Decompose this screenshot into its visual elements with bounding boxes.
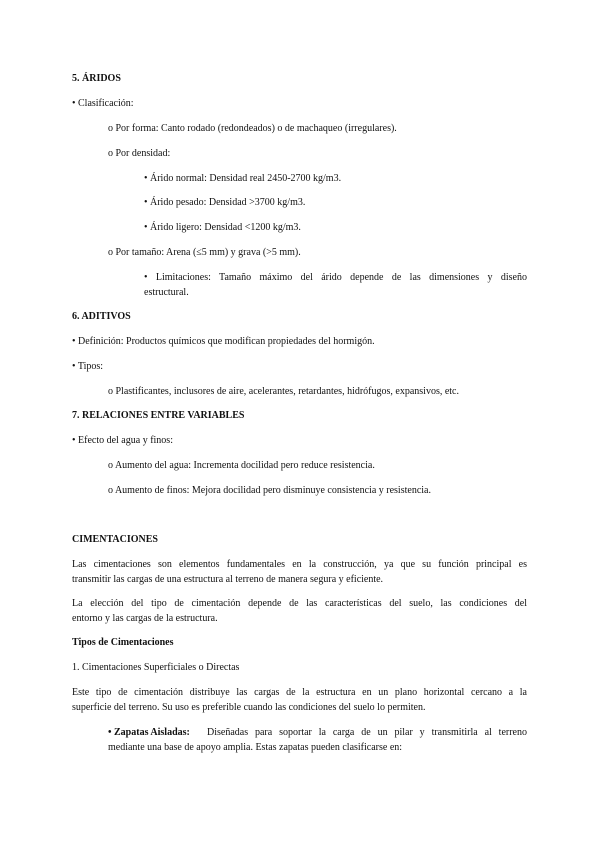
paragraph-3-line-1: Este tipo de cimentación distribuye las cargas de la estructura en un plano horizontal cercano a la <box>72 687 527 698</box>
zapatas-label: • Zapatas Aisladas: <box>108 727 190 738</box>
sub-item-aumento-finos: o Aumento de finos: Mejora docilidad pero disminuye consistencia y resistencia. <box>108 485 431 496</box>
section-heading-aridos: 5. ÁRIDOS <box>72 73 121 84</box>
subheading-tipos-cimentaciones: Tipos de Cimentaciones <box>72 637 174 648</box>
paragraph-1-line-2: transmitir las cargas de una estructura al terreno de manera segura y eficiente. <box>72 574 384 585</box>
section-heading-relaciones: 7. RELACIONES ENTRE VARIABLES <box>72 410 245 421</box>
densidad-item-normal: • Árido normal: Densidad real 2450-2700 kg/m3. <box>144 173 342 184</box>
bullet-clasificacion: • Clasificación: <box>72 98 134 109</box>
zapatas-text-line-1: Diseñadas para soportar la carga de un pilar y transmitirla al terreno <box>207 727 527 738</box>
densidad-item-ligero: • Árido ligero: Densidad <1200 kg/m3. <box>144 222 301 233</box>
item-cimentaciones-superficiales: 1. Cimentaciones Superficiales o Directas <box>72 662 240 673</box>
paragraph-2-line-1: La elección del tipo de cimentación depende de las características del suelo, las condiciones del <box>72 598 527 609</box>
paragraph-3-line-2: superficie del terreno. Su uso es preferible cuando las condiciones del suelo lo permiten. <box>72 702 426 713</box>
sub-item-por-tamano: o Por tamaño: Arena (≤5 mm) y grava (>5 mm). <box>108 247 301 258</box>
zapatas-line-1 <box>108 726 527 739</box>
sub-item-por-forma: o Por forma: Canto rodado (redondeados) o de machaqueo (irregulares). <box>108 123 397 134</box>
sub-item-por-densidad: o Por densidad: <box>108 148 171 159</box>
bullet-tipos: • Tipos: <box>72 361 104 372</box>
sub-item-aumento-agua: o Aumento del agua: Incrementa docilidad pero reduce resistencia. <box>108 460 375 471</box>
paragraph-2-line-2: entorno y las cargas de la estructura. <box>72 613 218 624</box>
paragraph-1-line-1: Las cimentaciones son elementos fundamentales en la construcción, ya que su función principal es <box>72 559 527 570</box>
bullet-efecto: • Efecto del agua y finos: <box>72 435 173 446</box>
limitaciones-line-1: • Limitaciones: Tamaño máximo del árido depende de las dimensiones y diseño <box>144 272 527 283</box>
zapatas-line-2: mediante una base de apoyo amplia. Estas zapatas pueden clasificarse en: <box>108 742 403 753</box>
limitaciones-line-2: estructural. <box>144 287 189 298</box>
sub-item-tipos-list: o Plastificantes, inclusores de aire, acelerantes, retardantes, hidrófugos, expansivos, etc. <box>108 386 459 397</box>
bullet-definicion: • Definición: Productos químicos que modifican propiedades del hormigón. <box>72 336 375 347</box>
section-heading-cimentaciones: CIMENTACIONES <box>72 534 158 545</box>
densidad-item-pesado: • Árido pesado: Densidad >3700 kg/m3. <box>144 197 306 208</box>
section-heading-aditivos: 6. ADITIVOS <box>72 311 131 322</box>
